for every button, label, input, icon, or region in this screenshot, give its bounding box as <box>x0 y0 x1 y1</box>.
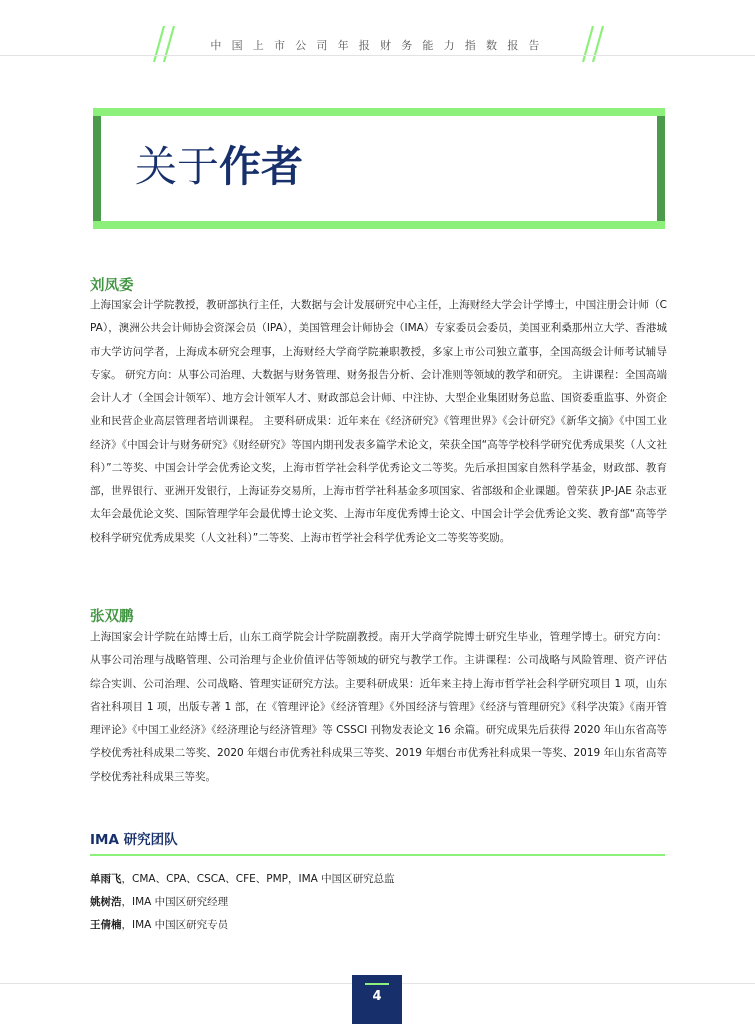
title-box-bottom-bar <box>93 221 665 229</box>
author-bio-2: 上海国家会计学院在站博士后，山东工商学院会计学院副教授。南开大学商学院博士研究生毕业，管理学博士。研究方向：从事公司治理与战略管理、公司治理与企业价值评估等领域的研究与教学工作。主讲课程：公司战略与风险管理、资产评估综合实训、公司治理、公司战略、管理实证研究方法。主要科研成果：近年来主持上海市哲学社会科学研究项目 1 项，山东省社科项目 1 项，出版专著 1 部，在《管理评论》《经济管理》《外国经济与管理》《经济与管理研究》《科学决策》《南开管理评论》《中国工业经济》《经济理论与经济管理》等 CSSCI 刊物发表论文 16 余篇。研究成果先后获得 2020 年山东省高等学校优秀社科成果二等奖、2020 年烟台市优秀社科成果三等奖、2019 年烟台市优秀社科成果一等奖、2019 年山东省高等学校优秀社科成果三等奖。 <box>90 631 667 783</box>
team-member-name: 姚树浩 <box>90 896 122 908</box>
running-header-title: 中国上市公司年报财务能力指数报告 <box>210 39 550 52</box>
team-member-role: ，IMA 中国区研究经理 <box>121 896 229 908</box>
title-box-top-bar <box>93 108 665 116</box>
page-number-box <box>352 975 402 1024</box>
team-divider <box>90 854 665 856</box>
section-title-light: 关于 <box>135 142 220 191</box>
team-member <box>90 868 395 891</box>
section-title-bold: 作者 <box>219 142 304 191</box>
page-number: 4 <box>372 989 382 1004</box>
team-member-name: 王倩楠 <box>90 919 122 931</box>
page-number-accent <box>365 983 389 985</box>
author-name-1: 刘凤委 <box>90 278 134 294</box>
team-member-list <box>90 868 395 937</box>
team-member-role: ，CMA、CPA、CSCA、CFE、PMP，IMA 中国区研究总监 <box>121 873 395 885</box>
author-name-2: 张双鹏 <box>90 609 134 625</box>
page-header <box>0 0 755 62</box>
double-slash-decoration-right <box>579 22 609 66</box>
section-title <box>135 141 303 193</box>
author-bio-1: 上海国家会计学院教授，教研部执行主任，大数据与会计发展研究中心主任，上海财经大学会计学博士，中国注册会计师（CPA），澳洲公共会计师协会资深会员（IPA），美国管理会计师协会（IMA）专家委员会委员，美国亚利桑那州立大学、香港城市大学访问学者，上海成本研究会理事，上海财经大学商学院兼职教授，多家上市公司独立董事，全国高级会计师考试辅导专家。 研究方向：从事公司治理、大数据与财务管理、财务报告分析、会计准则等领域的教学和研究。 主讲课程：全国高端会计人才（全国会计领军）、地方会计领军人才、财政部总会计师、中注协、大型企业集团财务总监、国资委重监事、外资企业和民营企业高层管理者培训课程。 主要科研成果：近年来在《经济研究》《管理世界》《会计研究》《新华文摘》《中国工业经济》《中国会计与财务研究》《财经研究》等国内期刊发表多篇学术论文，荣获全国“高等学校科学研究优秀成果奖（人文社科）”二等奖、中国会计学会优秀论文奖，上海市哲学社会科学优秀论文二等奖。先后承担国家自然科学基金，财政部、教育部，世界银行、亚洲开发银行，上海证券交易所，上海市哲学社科基金多项国家、省部级和企业课题。曾荣获 JP-JAE 杂志亚太年会最优论文奖、国际管理学年会最优博士论文奖、上海市年度优秀博士论文、中国会计学会优秀论文奖、教育部“高等学校科学研究优秀成果奖（人文社科）”二等奖、上海市哲学社会科学优秀论文二等奖等奖励。 <box>90 299 667 544</box>
team-member <box>90 914 395 937</box>
team-member-name: 单雨飞 <box>90 873 122 885</box>
header-divider <box>0 55 755 56</box>
team-section-title: IMA 研究团队 <box>90 832 178 848</box>
title-box-left-bar <box>93 116 101 221</box>
team-member-role: ，IMA 中国区研究专员 <box>121 919 229 931</box>
section-title-box <box>93 108 665 228</box>
title-box-right-bar <box>657 116 665 221</box>
team-member <box>90 891 395 914</box>
